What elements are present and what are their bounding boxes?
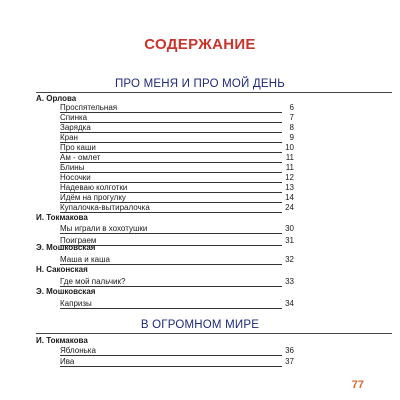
entry-page: 11 [285, 153, 294, 162]
toc-entry[interactable] [60, 113, 294, 123]
leader-line [60, 264, 282, 265]
leader-line [60, 355, 282, 356]
toc-entry[interactable] [60, 123, 294, 133]
entry-title: Ива [60, 357, 75, 366]
entry-page: 6 [289, 103, 294, 112]
entry-title: Спинка [60, 113, 88, 122]
entry-title: Кран [60, 133, 78, 142]
entry-title: Капризы [60, 299, 92, 308]
entry-title: Ам - омлет [60, 153, 101, 162]
entry-title: Мы играли в хохотушки [60, 224, 148, 233]
entry-title: Маша и каша [60, 255, 110, 264]
entry-page: 24 [285, 203, 294, 212]
entry-title: Купалочка-вытиралочка [60, 203, 150, 212]
toc-entry[interactable] [60, 163, 294, 173]
entry-page: 36 [285, 346, 294, 355]
section-title-1: ПРО МЕНЯ И ПРО МОЙ ДЕНЬ [114, 78, 286, 90]
leader-line [60, 233, 282, 234]
leader-line [60, 366, 282, 367]
author-heading: Э. Мошковская [36, 287, 96, 296]
entry-page: 14 [285, 193, 294, 202]
author-heading: И. Токмакова [36, 213, 88, 222]
author-heading: Э. Мошковская [36, 243, 96, 252]
section-title-2: В ОГРОМНОМ МИРЕ [140, 319, 260, 331]
leader-line [60, 308, 282, 309]
author-heading: А. Орлова [36, 94, 77, 103]
entry-page: 34 [285, 299, 294, 308]
toc-entry[interactable] [60, 224, 294, 234]
entry-page: 12 [285, 173, 294, 182]
toc-entry[interactable] [60, 277, 294, 287]
toc-entry[interactable] [60, 203, 294, 213]
section-divider [36, 333, 392, 334]
toc-entry[interactable] [60, 183, 294, 193]
section-divider [36, 92, 392, 93]
page-number: 77 [351, 379, 364, 391]
toc-entry[interactable] [60, 143, 294, 153]
entry-title: Яблонька [60, 346, 96, 355]
toc-entry[interactable] [60, 103, 294, 113]
toc-entry[interactable] [60, 346, 294, 356]
toc-entry[interactable] [60, 173, 294, 183]
entry-page: 10 [285, 143, 294, 152]
entry-page: 33 [285, 277, 294, 286]
entry-page: 7 [289, 113, 294, 122]
toc-entry[interactable] [60, 255, 294, 265]
entry-page: 8 [289, 123, 294, 132]
entry-page: 31 [285, 236, 294, 245]
entry-title: Идём на прогулку [60, 193, 126, 202]
entry-page: 11 [285, 163, 294, 172]
leader-line [60, 212, 282, 213]
entry-title: Зарядка [60, 123, 91, 132]
toc-entry[interactable] [60, 193, 294, 203]
author-heading: Н. Саконская [36, 265, 88, 274]
entry-title: Блины [60, 163, 85, 172]
entry-page: 37 [285, 357, 294, 366]
entry-page: 13 [285, 183, 294, 192]
author-heading: И. Токмакова [36, 336, 88, 345]
entry-title: Про каши [60, 143, 96, 152]
entry-title: Где мой пальчик? [60, 277, 126, 286]
entry-title: Надеваю колготки [60, 183, 128, 192]
toc-entry[interactable] [60, 357, 294, 367]
entry-page: 32 [285, 255, 294, 264]
toc-entry[interactable] [60, 153, 294, 163]
entry-title: Поиграем [60, 236, 97, 245]
entry-title: Проспятельная [60, 103, 118, 112]
page-title: СОДЕРЖАНИЕ [144, 36, 256, 53]
entry-title: Носочки [60, 173, 91, 182]
entry-page: 30 [285, 224, 294, 233]
toc-entry[interactable] [60, 133, 294, 143]
entry-page: 9 [289, 133, 294, 142]
toc-entry[interactable] [60, 299, 294, 309]
